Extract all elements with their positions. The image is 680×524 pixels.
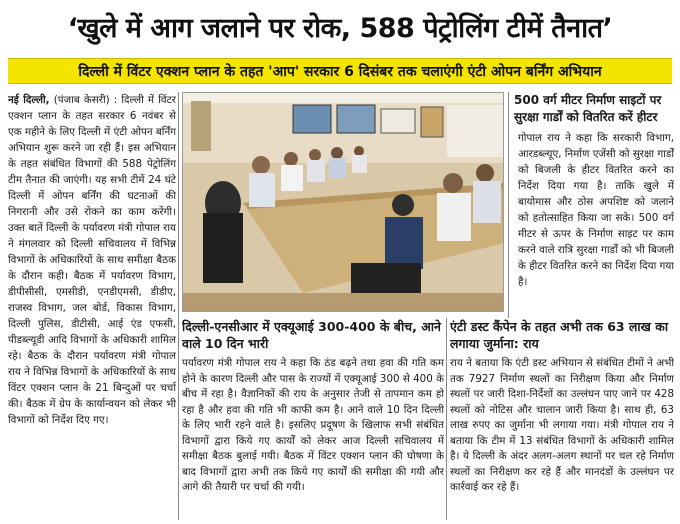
column-divider bbox=[446, 318, 447, 520]
sidebar-heater-article bbox=[514, 92, 674, 318]
column-divider bbox=[178, 92, 179, 520]
sidebar-body: गोपाल राय ने कहा कि सरकारी विभाग, आरडब्ल्यूए, निर्माण एजेंसी को सुरक्षा गार्डों को बिजली के हीटर वितरित करने का निर्देश दिया गया है। ताकि खुले में बायोमास और ठोस अपशिष्ट को जलाने को हतोत्साहित किया जा सके। 500 वर्ग मीटर से ऊपर के निर्माण साइट पर काम करने वाले रात्रि सुरक्षा गार्डों को भी बिजली के हीटर वितरित करने का निर्देश दिया गया है। bbox=[518, 132, 674, 288]
page-headline: ‘खुले में आग जलाने पर रोक, 588 पेट्रोलिंग टीमें तैनात’ bbox=[67, 13, 613, 44]
column-divider bbox=[508, 92, 509, 318]
dust-body: राय ने बताया कि एंटी डस्ट अभियान से संबंधित टीमों ने अभी तक 7927 निर्माण स्थलों का निरीक्षण किया और निर्माण स्थलों पर जारी दिशा-निर्देशों का उल्लंघन पाए जाने पर 428 स्थलों को नोटिस और चालान जारी किया है। साथ ही, 63 लाख रुपए का जुर्माना भी लगाया गया। मंत्री गोपाल राय ने बताया कि टीम में 13 संबंधित विभागों के अधिकारी शामिल है। ये दिल्ली के अंदर अलग-अलग स्थानों पर चल रहे निर्माण स्थलों का निरीक्षण कर रहे हैं और मानदंडों के उल्लंघन पर कार्रवाई कर रहे हैं। bbox=[450, 357, 674, 493]
aqi-heading: दिल्ली-एनसीआर में एक्यूआई 300-400 के बीच, आने वाले 10 दिन भारी bbox=[182, 319, 441, 351]
meeting-room-illustration bbox=[183, 93, 504, 312]
sidebar-heading: 500 वर्ग मीटर निर्माण साइटों पर सुरक्षा गार्डों को वितरित करें हीटर bbox=[514, 93, 662, 124]
aqi-body: पर्यावरण मंत्री गोपाल राय ने कहा कि ठंड बढ़ने तथा हवा की गति कम होने के कारण दिल्ली और पास के राज्यों में एक्यूआई 300 से 400 के बीच में रहा है। वैज्ञानिकों की राय के अनुसार तेजी से तापमान कम हो रहा है और हवा की गति भी काफी कम है। आने वाले 10 दिन दिल्ली के लिए भारी रहने वाले है। इसलिए प्रदूषण के खिलाफ सभी संबंधित विभागों द्वारा किये गए कार्यों को लेकर आज दिल्ली सचिवालय में समीक्षा बैठक बुलाई गयी। बैठक में विंटर एक्शन प्लान की घोषणा के बाद विभागों द्वारा अभी तक किये गए कार्यों की समीक्षा की गयी और आगे की तैयारी पर चर्चा की गयी। bbox=[182, 357, 444, 493]
subheadline-banner: दिल्ली में विंटर एक्शन प्लान के तहत 'आप' सरकार 6 दिसंबर तक चलाएंगी एंटी ओपन बर्निंग अभियान bbox=[8, 58, 672, 84]
aqi-article bbox=[182, 318, 444, 520]
main-article-body: : दिल्ली में विंटर एक्शन प्लान के तहत सरकार 6 नवंबर से एक महीने के लिए दिल्ली में एंटी ओपन बर्निंग अभियान शुरू करने जा रही हैं। इस अभियान के तहत संबंधित विभागों की 588 पेट्रोलिंग टीम तैनात की जाएंगी। यह सभी टीमें 24 घंटे दिल्ली में ओपन बर्निंग की घटनाओं की निगरानी और उसे रोकने का काम करेंगी। उक्त बातें दिल्ली के पर्यावरण मंत्री गोपाल राय ने मंगलवार को दिल्ली सचिवालय में विभिन्न विभागों के अधिकारियों के साथ समीक्षा बैठक के दौरान कही। बैठक में पर्यावरण विभाग, डीपीसीसी, एमसीडी, एनडीएमसी, डीडीए, राजस्व विभाग, जल बोर्ड, विकास विभाग, दिल्ली पुलिस, डीटीसी, आई एंड एफसी, पीडब्ल्यूडी आदि विभागों के अधिकारी शामिल रहे। बैठक के दौरान पर्यावरण मंत्री गोपाल राय ने विभिन्न विभागों के अधिकारियों के साथ विंटर एक्शन प्लान के 21 बिन्दुओं पर चर्चा की। बैठक में ग्रेप के कार्यान्वयन को लेकर भी विभागों को निर्देश दिए गए। bbox=[8, 94, 176, 426]
main-article bbox=[8, 92, 176, 520]
source: (पंजाब केसरी) bbox=[53, 94, 110, 106]
dateline: नई दिल्ली, bbox=[8, 94, 50, 106]
dust-heading: एंटी डस्ट कैंपेन के तहत अभी तक 63 लाख का लगाया जुर्माना: राय bbox=[450, 319, 669, 351]
meeting-photo bbox=[182, 92, 504, 312]
dust-campaign-article bbox=[450, 318, 674, 520]
